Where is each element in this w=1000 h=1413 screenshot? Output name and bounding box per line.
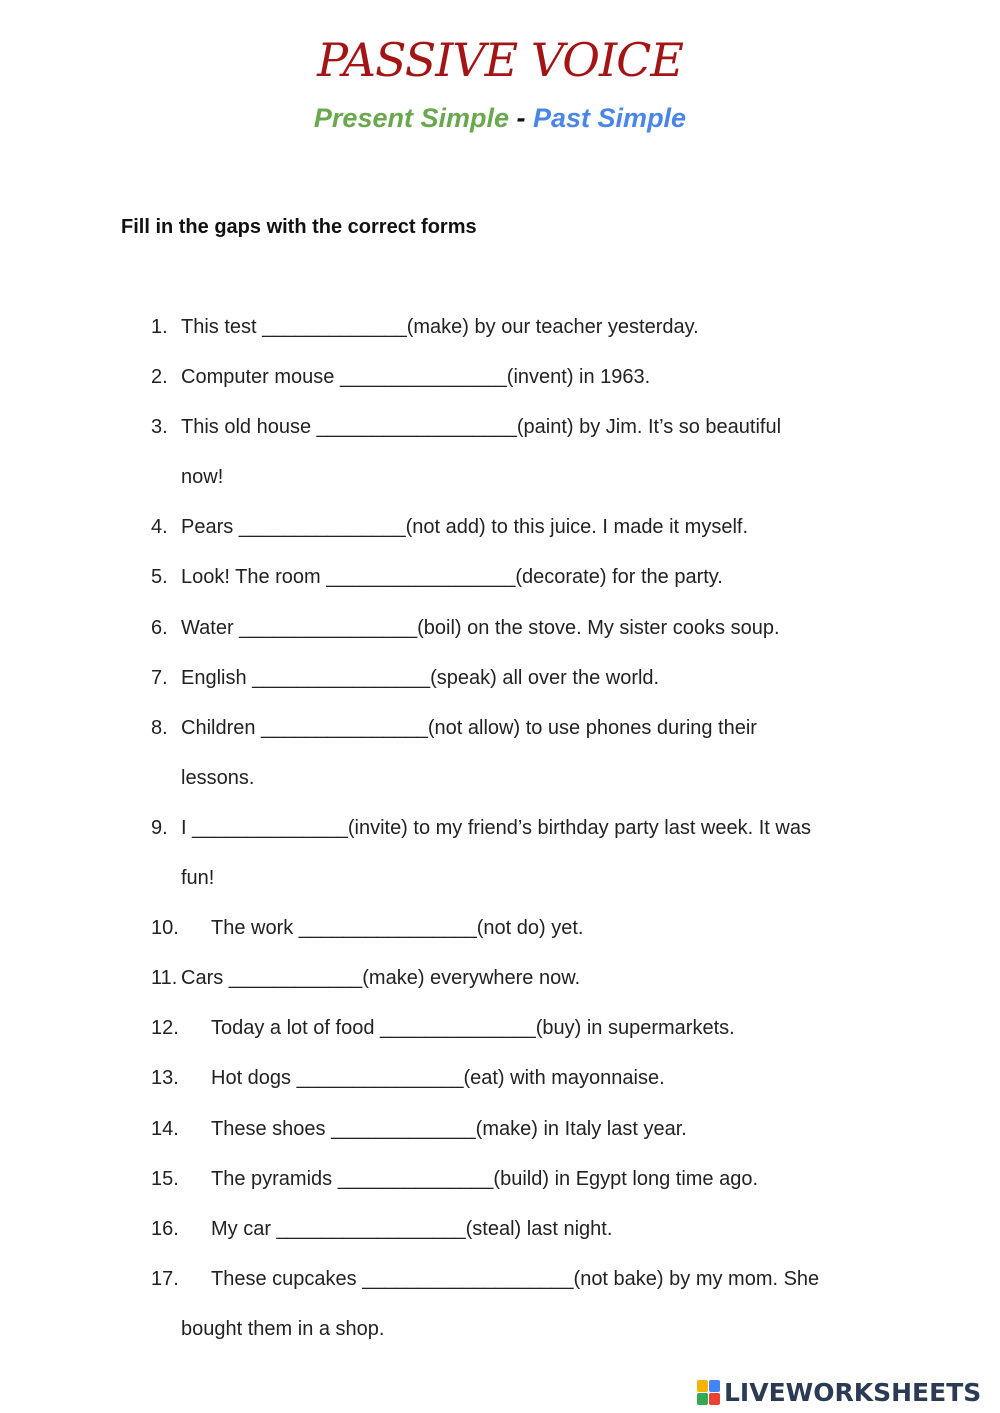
item-continuation: lessons. (181, 766, 255, 789)
worksheet-subtitle (0, 100, 1000, 136)
exercise-item-11 (0, 953, 1000, 1003)
exercise-item-3 (0, 402, 1000, 502)
item-continuation: now! (181, 466, 224, 489)
exercise-list (0, 302, 1000, 1354)
item-number: 11. (151, 967, 178, 990)
item-text: English ________________(speak) all over the world. (181, 666, 660, 689)
worksheet-title: PASSIVE VOICE (317, 33, 683, 87)
exercise-item-16 (0, 1204, 1000, 1254)
exercise-item-13 (0, 1053, 1000, 1103)
exercise-item-10 (0, 903, 1000, 953)
subtitle-past-simple: Past Simple (533, 103, 687, 133)
item-text: These cupcakes ___________________(not bake) by my mom. She (211, 1267, 820, 1290)
item-text: Children _______________(not allow) to use phones during their (181, 716, 757, 739)
item-number: 2. (151, 366, 168, 389)
item-text: The pyramids ______________(build) in Egypt long time ago. (211, 1167, 759, 1190)
item-number: 5. (151, 566, 168, 589)
item-number: 12. (151, 1017, 179, 1040)
liveworksheets-logo-icon (697, 1380, 721, 1406)
exercise-item-15 (0, 1154, 1000, 1204)
item-number: 7. (151, 666, 168, 689)
item-number: 8. (151, 716, 168, 739)
exercise-item-6 (0, 603, 1000, 653)
exercise-item-8 (0, 703, 1000, 803)
item-text: Today a lot of food ______________(buy) in supermarkets. (211, 1017, 735, 1040)
exercise-item-1 (0, 302, 1000, 352)
exercise-item-9 (0, 803, 1000, 903)
item-number: 13. (151, 1067, 179, 1090)
item-text: Water ________________(boil) on the stove. My sister cooks soup. (181, 616, 780, 639)
item-text: Pears _______________(not add) to this juice. I made it myself. (181, 516, 749, 539)
item-text: The work ________________(not do) yet. (211, 917, 584, 940)
item-number: 10. (151, 917, 179, 940)
item-continuation: fun! (181, 867, 215, 890)
exercise-item-7 (0, 653, 1000, 703)
item-text: Look! The room _________________(decorate) for the party. (181, 566, 723, 589)
exercise-item-2 (0, 352, 1000, 402)
item-text: This test _____________(make) by our teacher yesterday. (181, 316, 699, 338)
item-number: 6. (151, 616, 168, 639)
item-number: 9. (151, 816, 168, 839)
item-text: These shoes _____________(make) in Italy last year. (211, 1117, 687, 1140)
item-text: My car _________________(steal) last night. (211, 1217, 613, 1240)
item-number: 1. (151, 316, 168, 338)
item-text: Hot dogs _______________(eat) with mayonnaise. (211, 1067, 665, 1090)
exercise-item-4 (0, 502, 1000, 552)
liveworksheets-logo-text: LIVEWORKSHEETS (724, 1378, 982, 1407)
item-number: 3. (151, 416, 168, 439)
item-number: 16. (151, 1217, 179, 1240)
liveworksheets-logo[interactable] (697, 1378, 981, 1408)
item-text: I ______________(invite) to my friend’s birthday party last week. It was (181, 816, 811, 839)
item-text: Cars ____________(make) everywhere now. (181, 967, 581, 990)
exercise-item-5 (0, 552, 1000, 602)
item-number: 14. (151, 1117, 179, 1140)
exercise-item-12 (0, 1003, 1000, 1053)
item-number: 15. (151, 1167, 179, 1190)
item-text: This old house __________________(paint) by Jim. It’s so beautiful (181, 416, 782, 439)
item-text: Computer mouse _______________(invent) in 1963. (181, 366, 651, 389)
exercise-item-14 (0, 1104, 1000, 1154)
item-number: 4. (151, 516, 168, 539)
item-number: 17. (151, 1267, 179, 1290)
item-continuation: bought them in a shop. (181, 1317, 385, 1340)
subtitle-dash: - (516, 103, 526, 133)
exercise-item-17 (0, 1254, 1000, 1354)
subtitle-present-simple: Present Simple (313, 103, 509, 133)
instruction-text: Fill in the gaps with the correct forms (121, 216, 477, 238)
